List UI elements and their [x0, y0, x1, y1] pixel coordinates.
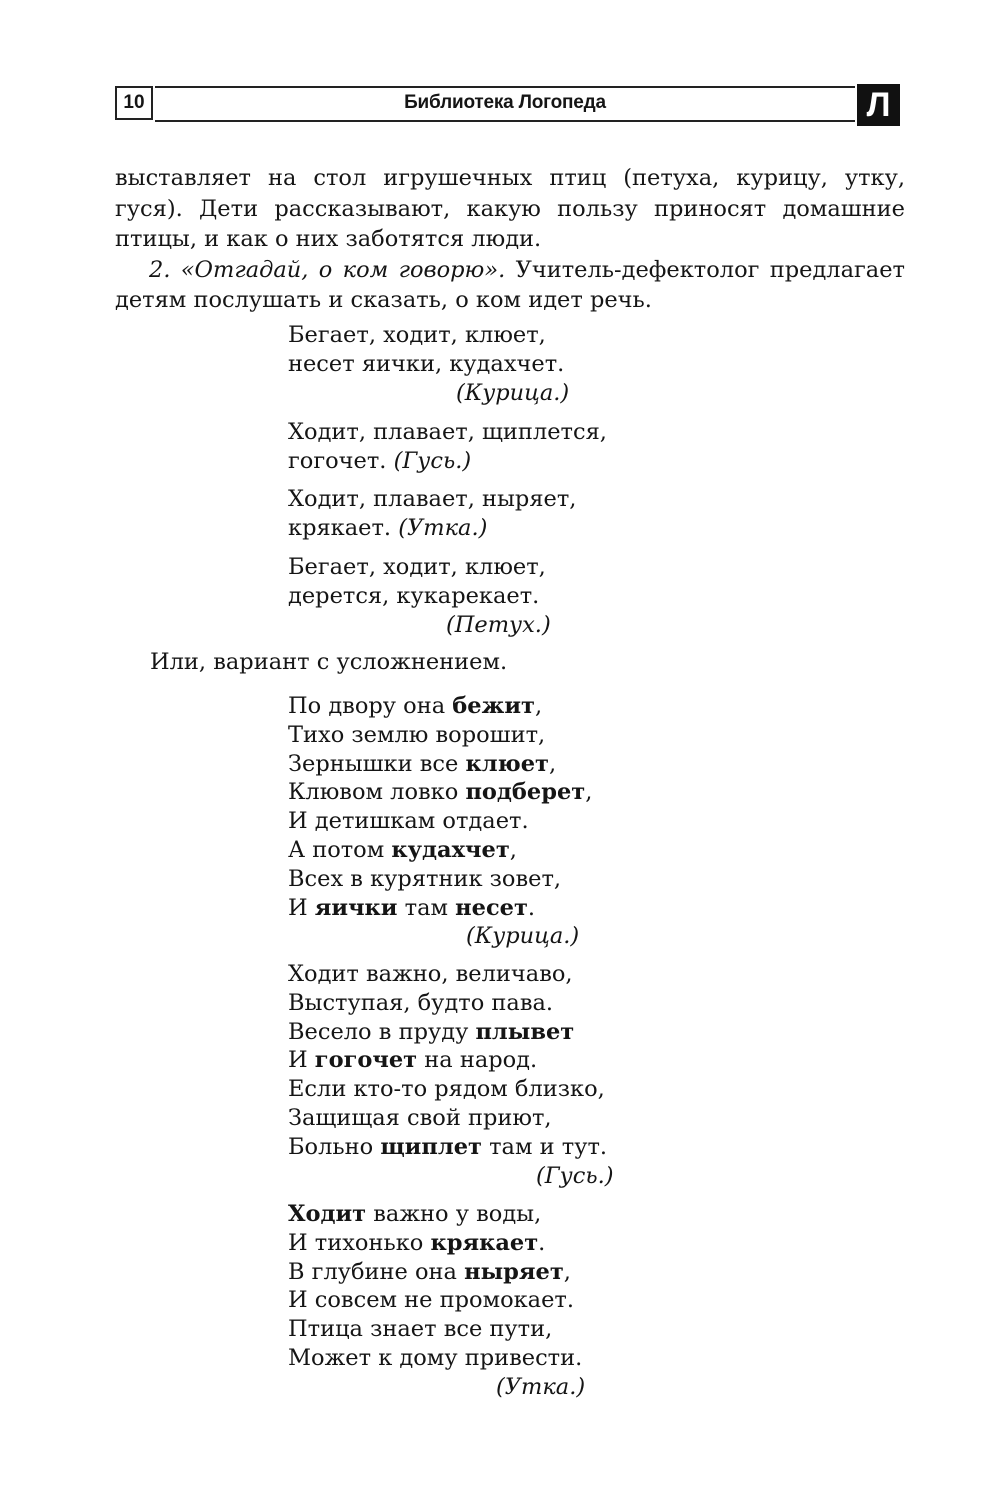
verse-text: на народ.: [417, 1047, 538, 1074]
verse-line: [288, 1229, 648, 1258]
game-title: 2. «Отгадай, о ком говорю».: [149, 256, 506, 283]
verse-text: .: [527, 894, 536, 921]
verse-text: Может к дому привести.: [288, 1344, 583, 1371]
game-text: Учитель-дефектолог предлагает детям послушать и сказать, о ком идет речь.: [115, 256, 905, 313]
verse-line: [288, 836, 648, 865]
verse-line: [288, 750, 648, 779]
riddle-rooster-simple: [288, 553, 648, 639]
bold-keyword: подберет: [465, 779, 586, 806]
bold-keyword: Ходит: [288, 1201, 367, 1227]
verse-text: И совсем не промокает.: [288, 1287, 575, 1314]
riddle-duck-complex: [288, 1200, 648, 1402]
verse-text: И: [288, 894, 315, 921]
verse-text: Больно: [288, 1133, 381, 1160]
verse-line: [288, 1315, 648, 1344]
riddle-answer: (Гусь.): [536, 1162, 614, 1189]
verse-line: несет яички, кудахчет.: [288, 350, 565, 377]
verse-line: [288, 1200, 648, 1229]
verse-text: крякает.: [288, 514, 399, 541]
verse-text: там: [397, 894, 456, 921]
verse-line: Бегает, ходит, клюет,: [288, 554, 546, 580]
riddle-answer: (Утка.): [496, 1373, 586, 1400]
verse-text: Весело в пруду: [288, 1018, 476, 1045]
bold-keyword: клюет: [465, 750, 549, 777]
verse-text: Клювом ловко: [288, 779, 466, 806]
verse-text: По двору она: [288, 693, 453, 719]
verse-line: [288, 894, 648, 923]
riddle-goose-simple: [288, 418, 648, 476]
bold-keyword: кудахчет: [391, 836, 510, 863]
verse-line: [288, 807, 648, 836]
riddle-answer: (Курица.): [466, 923, 580, 950]
bold-keyword: ныряет: [464, 1258, 564, 1285]
verse-line: [288, 1104, 648, 1133]
verse-text: важно у воды,: [366, 1201, 542, 1227]
verse-line: [288, 1075, 648, 1104]
riddle-chicken-complex: [288, 692, 648, 951]
verse-line: [288, 960, 648, 989]
verse-line: [288, 865, 648, 894]
verse-text: Если кто-то рядом близко,: [288, 1076, 605, 1103]
verse-line: [288, 1344, 648, 1373]
verse-line: [288, 1286, 648, 1315]
verse-text: Ходит важно, величаво,: [288, 961, 573, 987]
verse-text: Тихо землю ворошит,: [288, 721, 546, 748]
game-paragraph: [115, 255, 905, 316]
verse-line: [288, 692, 648, 721]
verse-text: Птица знает все пути,: [288, 1316, 553, 1343]
riddle-duck-simple: [288, 485, 648, 543]
riddle-goose-complex: [288, 960, 648, 1190]
verse-text: ,: [585, 779, 593, 806]
riddle-answer: (Утка.): [398, 514, 488, 541]
riddle-answer: (Петух.): [446, 611, 551, 638]
verse-text: там и тут.: [481, 1133, 608, 1160]
verse-text: ,: [563, 1258, 571, 1285]
verse-line: [288, 721, 648, 750]
page-number: 10: [115, 86, 153, 120]
verse-text: .: [538, 1229, 546, 1256]
bold-keyword: бежит: [452, 693, 535, 719]
verse-text: А потом: [288, 836, 392, 863]
verse-text: Защищая свой приют,: [288, 1104, 552, 1131]
verse-text: И тихонько: [288, 1229, 431, 1256]
verse-line: Ходит, плавает, ныряет,: [288, 486, 577, 512]
variant-label: Или, вариант с усложнением.: [150, 649, 508, 675]
verse-line: [288, 1046, 648, 1075]
intro-text: [115, 163, 905, 316]
verse-text: ,: [548, 750, 557, 777]
bold-keyword: гогочет: [314, 1047, 418, 1074]
verse-text: ,: [509, 836, 517, 863]
riddle-answer: (Курица.): [456, 379, 570, 406]
verse-line: [288, 989, 648, 1018]
verse-text: И детишкам отдает.: [288, 808, 529, 835]
verse-text: Выступая, будто пава.: [288, 989, 554, 1016]
verse-line: дерется, кукарекает.: [288, 582, 540, 609]
verse-line: [288, 1258, 648, 1287]
bold-keyword: крякает: [430, 1229, 539, 1256]
verse-line: [288, 447, 648, 476]
verse-line: [288, 1133, 648, 1162]
verse-text: Зернышки все: [288, 750, 466, 777]
verse-text: ,: [534, 693, 543, 719]
bold-keyword: щиплет: [380, 1133, 482, 1160]
verse-line: [288, 778, 648, 807]
header-rule-bottom: [155, 120, 855, 122]
library-logo: Л: [857, 84, 900, 126]
bold-keyword: несет: [455, 894, 528, 921]
verse-line: Бегает, ходит, клюет,: [288, 322, 546, 348]
bold-keyword: яички: [314, 894, 398, 921]
verse-text: Всех в курятник зовет,: [288, 865, 562, 892]
riddle-chicken-simple: [288, 321, 648, 407]
riddle-answer: (Гусь.): [393, 447, 472, 474]
library-title: Библиотека Логопеда: [404, 92, 606, 113]
intro-paragraph: выставляет на стол игрушечных птиц (петуха, курицу, утку, гуся). Дети рассказывают, какую пользу приносят домашние птицы, и как о них заботятся люди.: [115, 165, 905, 252]
verse-line: [288, 514, 648, 543]
bold-keyword: плывет: [475, 1018, 575, 1045]
verse-line: Ходит, плавает, щиплется,: [288, 419, 607, 445]
verse-text: гогочет.: [288, 447, 394, 474]
verse-text: И: [288, 1047, 315, 1074]
verse-line: [288, 1018, 648, 1047]
verse-text: В глубине она: [288, 1258, 465, 1285]
